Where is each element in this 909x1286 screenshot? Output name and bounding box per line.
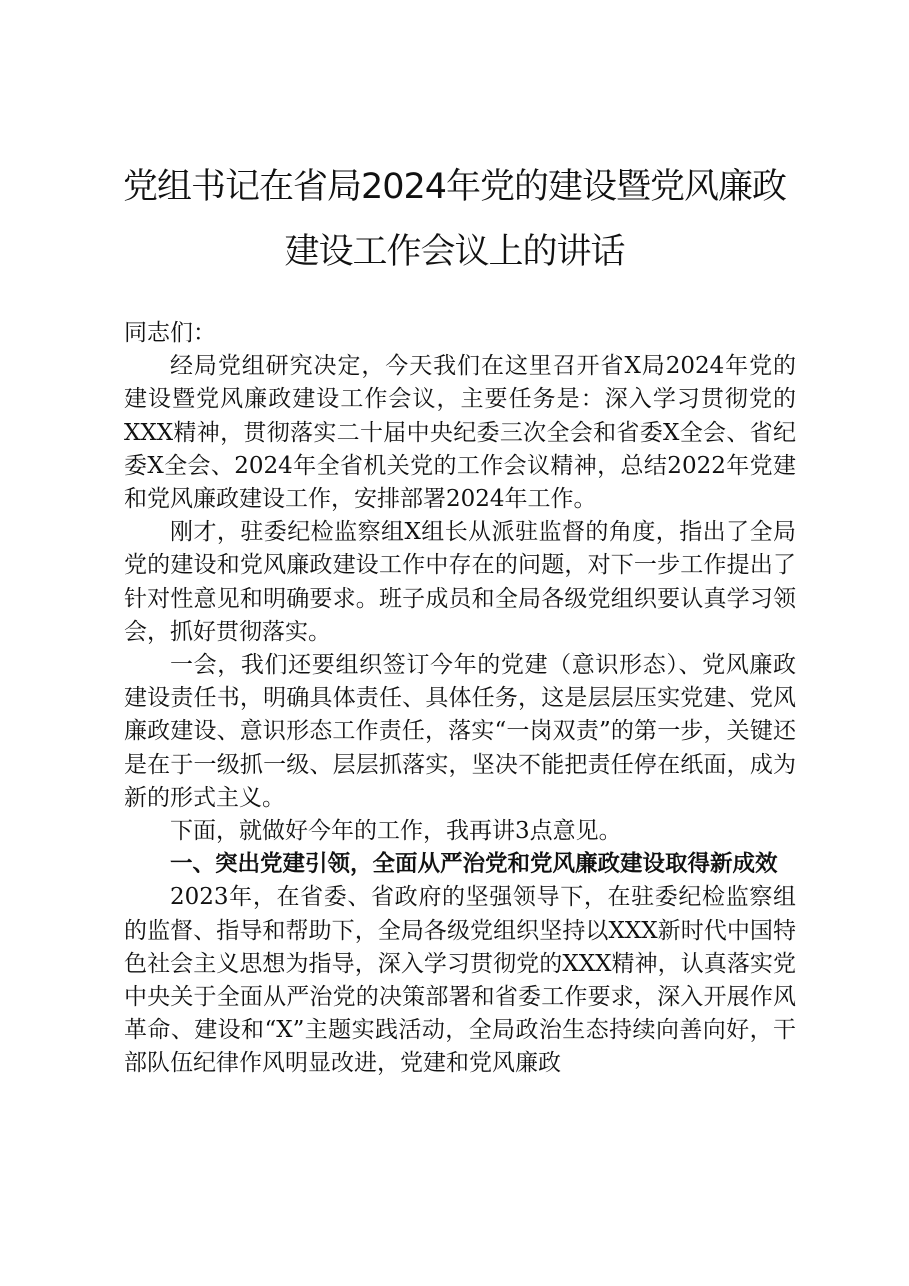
paragraph-3: 一会，我们还要组织签订今年的党建（意识形态）、党风廉政建设责任书，明确具体责任、具体任务，这是层层压实党建、党风廉政建设、意识形态工作责任，落实“一岗双责”的第一步，关键还是在于一级抓一级、层层抓落实，坚决不能把责任停在纸面，成为新的形式主义。 [124,652,796,811]
document-title-line-2: 建设工作会议上的讲话 [284,232,625,272]
section-heading-1: 一、突出党建引领，全面从严治党和党风廉政建设取得新成效 [170,851,778,878]
paragraph-2: 刚才，驻委纪检监察组X组长从派驻监督的角度，指出了全局党的建设和党风廉政建设工作中存在的问题，对下一步工作提出了针对性意见和明确要求。班子成员和全局各级党组织要认真学习领会，抓好贯彻落实。 [124,519,796,645]
paragraph-1: 经局党组研究决定，今天我们在这里召开省X局2024年党的建设暨党风廉政建设工作会议，主要任务是：深入学习贯彻党的XXX精神，贯彻落实二十届中央纪委三次全会和省委X全会、省纪委X全会、2024年全省机关党的工作会议精神，总结2022年党建和党风廉政建设工作，安排部署2024年工作。 [124,353,796,513]
salutation: 同志们： [124,320,216,346]
section-paragraph-1: 2023年，在省委、省政府的坚强领导下，在驻委纪检监察组的监督、指导和帮助下，全局各级党组织坚持以XXX新时代中国特色社会主义思想为指导，深入学习贯彻党的XXX精神，认真落实党中央关于全面从严治党的决策部署和省委工作要求，深入开展作风革命、建设和“X”主题实践活动，全局政治生态持续向善向好，干部队伍纪律作风明显改进，党建和党风廉政 [124,884,796,1077]
paragraph-4: 下面，就做好今年的工作，我再讲3点意见。 [170,818,622,845]
document-title-line-1: 党组书记在省局2024年党的建设暨党风廉政 [122,167,787,207]
document-body [124,317,796,1081]
